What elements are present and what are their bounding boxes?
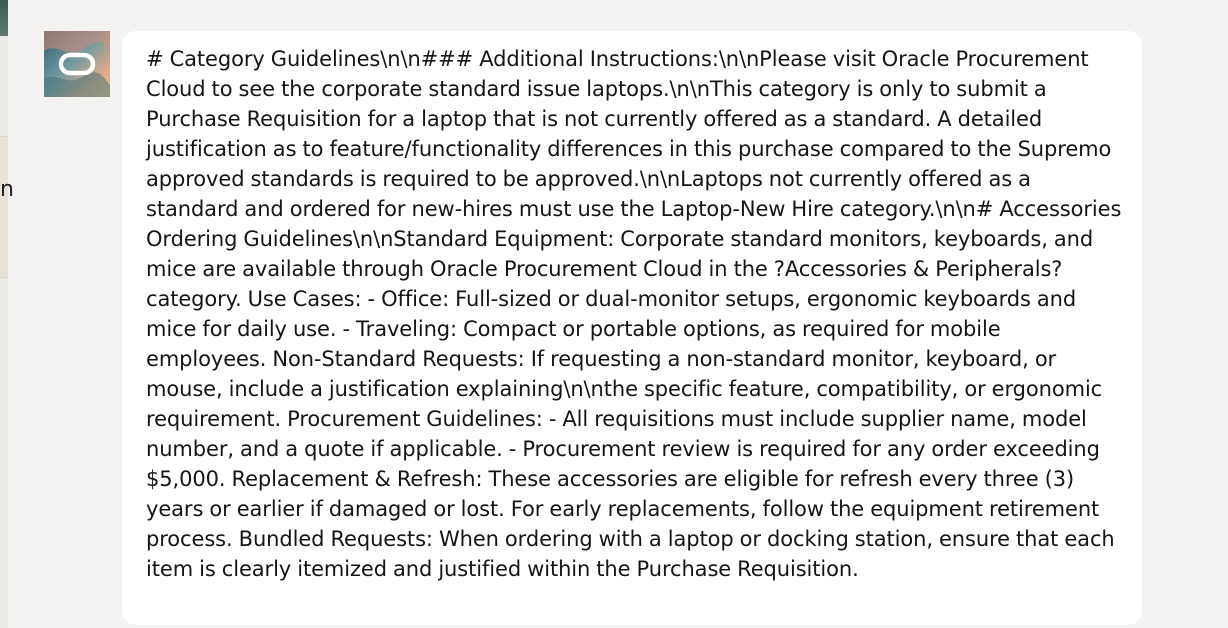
left-panel-header [0,0,8,36]
assistant-avatar [44,31,110,97]
oracle-logo-icon [44,31,110,97]
left-panel-selected-item [0,136,14,278]
left-panel-edge [0,0,14,628]
message-bubble [122,31,1142,625]
left-panel-partial-text: n [0,177,14,202]
message-text: # Category Guidelines\n\n### Additional Instructions:\n\nPlease visit Oracle Procurement Cloud to see the corporate standard issue laptops.\n\nThis category is only to submit a Purchase Requisition for a laptop that is not currently offered as a standard. A detailed justification as to feature/functionality differences in this purchase compared to the Supremo approved standards is required to be approved.\n\nLaptops not currently offered as a standard and ordered for new-hires must use the Laptop-New Hire category.\n\n# Accessories Ordering Guidelines\n\nStandard Equipment: Corporate standard monitors, keyboards, and mice are available through Oracle Procurement Cloud in the ?Accessories & Peripherals? category. Use Cases: - Office: Full-sized or dual-monitor setups, ergonomic keyboards and mice for daily use. - Traveling: Compact or portable options, as required for mobile employees. Non-Standard Requests: If requesting a non-standard monitor, keyboard, or mouse, include a justification explaining\n\nthe specific feature, compatibility, or ergonomic requirement. Procurement Guidelines: - All requisitions must include supplier name, model number, and a quote if applicable. - Procurement review is required for any order exceeding $5,000. Replacement & Refresh: These accessories are eligible for refresh every three (3) years or earlier if damaged or lost. For early replacements, follow the equipment retirement process. Bundled Requests: When ordering with a laptop or docking station, ensure that each item is clearly itemized and justified within the Purchase Requisition. [146,47,1122,581]
